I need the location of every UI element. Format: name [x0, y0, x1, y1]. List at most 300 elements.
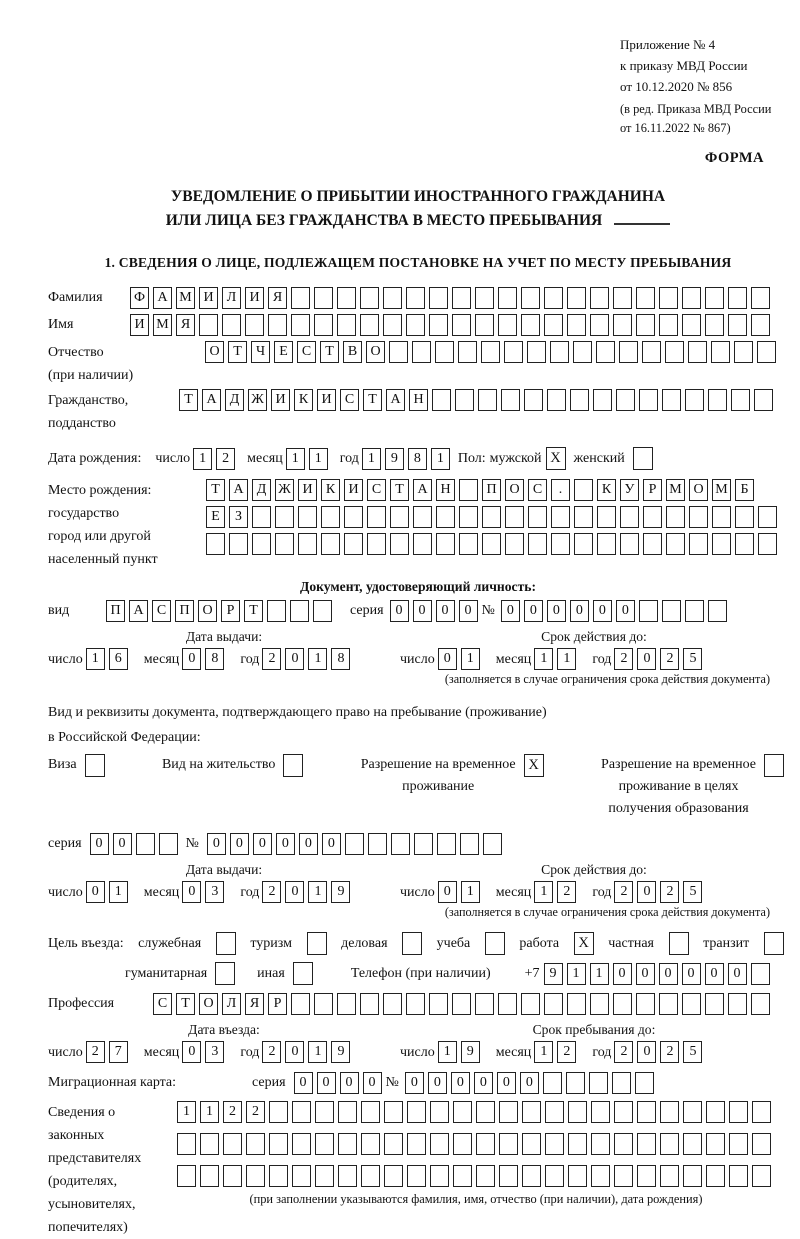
char-cell[interactable] [711, 341, 730, 363]
char-cell[interactable]: 0 [182, 648, 201, 670]
char-cell[interactable] [505, 533, 524, 555]
char-cell[interactable] [315, 1133, 334, 1155]
char-cell[interactable] [752, 1165, 771, 1187]
char-cell[interactable]: Т [244, 600, 263, 622]
char-cell[interactable] [459, 506, 478, 528]
char-cell[interactable] [545, 1101, 564, 1123]
char-cell[interactable]: У [620, 479, 639, 501]
char-cell[interactable] [666, 506, 685, 528]
char-cell[interactable] [436, 533, 455, 555]
char-cell[interactable]: 0 [294, 1072, 313, 1094]
char-cell[interactable]: 0 [593, 600, 612, 622]
char-cell[interactable] [245, 314, 264, 336]
purpose-study-checkbox[interactable] [485, 932, 505, 955]
char-cell[interactable]: К [294, 389, 313, 411]
char-cell[interactable]: 1 [177, 1101, 196, 1123]
char-cell[interactable]: А [386, 389, 405, 411]
char-cell[interactable] [430, 1165, 449, 1187]
char-cell[interactable]: 1 [200, 1101, 219, 1123]
char-cell[interactable]: 0 [182, 1041, 201, 1063]
char-cell[interactable]: 2 [557, 881, 576, 903]
char-cell[interactable] [712, 506, 731, 528]
char-cell[interactable] [269, 1133, 288, 1155]
char-cell[interactable] [524, 389, 543, 411]
char-cell[interactable] [407, 1165, 426, 1187]
char-cell[interactable]: 5 [683, 648, 702, 670]
char-cell[interactable]: 1 [557, 648, 576, 670]
char-cell[interactable]: 8 [205, 648, 224, 670]
char-cell[interactable]: А [413, 479, 432, 501]
char-cell[interactable] [614, 1165, 633, 1187]
char-cell[interactable] [566, 1072, 585, 1094]
char-cell[interactable] [683, 1101, 702, 1123]
char-cell[interactable]: П [106, 600, 125, 622]
char-cell[interactable] [550, 341, 569, 363]
char-cell[interactable] [136, 833, 155, 855]
char-cell[interactable] [390, 533, 409, 555]
char-cell[interactable]: 0 [405, 1072, 424, 1094]
char-cell[interactable] [614, 1101, 633, 1123]
char-cell[interactable] [568, 1101, 587, 1123]
char-cell[interactable] [568, 1165, 587, 1187]
char-cell[interactable] [315, 1165, 334, 1187]
char-cell[interactable]: М [176, 287, 195, 309]
char-cell[interactable] [589, 1072, 608, 1094]
char-cell[interactable] [437, 833, 456, 855]
char-cell[interactable] [345, 833, 364, 855]
char-cell[interactable] [642, 341, 661, 363]
char-cell[interactable]: 5 [683, 881, 702, 903]
char-cell[interactable]: И [130, 314, 149, 336]
char-cell[interactable]: 9 [331, 881, 350, 903]
char-cell[interactable] [199, 314, 218, 336]
char-cell[interactable] [298, 506, 317, 528]
char-cell[interactable] [252, 506, 271, 528]
char-cell[interactable]: 1 [567, 963, 586, 985]
char-cell[interactable] [177, 1133, 196, 1155]
char-cell[interactable]: 0 [637, 1041, 656, 1063]
char-cell[interactable] [593, 389, 612, 411]
char-cell[interactable] [337, 287, 356, 309]
char-cell[interactable] [368, 833, 387, 855]
char-cell[interactable] [268, 314, 287, 336]
char-cell[interactable]: 0 [363, 1072, 382, 1094]
char-cell[interactable]: 1 [590, 963, 609, 985]
char-cell[interactable]: О [689, 479, 708, 501]
char-cell[interactable] [499, 1101, 518, 1123]
char-cell[interactable] [384, 1101, 403, 1123]
char-cell[interactable]: 3 [205, 881, 224, 903]
char-cell[interactable] [314, 993, 333, 1015]
char-cell[interactable] [574, 506, 593, 528]
char-cell[interactable]: О [205, 341, 224, 363]
char-cell[interactable]: Т [206, 479, 225, 501]
char-cell[interactable]: 2 [557, 1041, 576, 1063]
char-cell[interactable]: 2 [246, 1101, 265, 1123]
char-cell[interactable] [659, 314, 678, 336]
char-cell[interactable]: М [666, 479, 685, 501]
char-cell[interactable]: 0 [659, 963, 678, 985]
char-cell[interactable] [275, 506, 294, 528]
char-cell[interactable] [612, 1072, 631, 1094]
char-cell[interactable] [177, 1165, 196, 1187]
char-cell[interactable] [758, 533, 777, 555]
char-cell[interactable] [591, 1101, 610, 1123]
char-cell[interactable] [708, 389, 727, 411]
char-cell[interactable] [685, 389, 704, 411]
char-cell[interactable] [315, 1101, 334, 1123]
char-cell[interactable] [662, 389, 681, 411]
char-cell[interactable]: В [343, 341, 362, 363]
char-cell[interactable]: 0 [520, 1072, 539, 1094]
char-cell[interactable] [360, 993, 379, 1015]
char-cell[interactable] [637, 1101, 656, 1123]
char-cell[interactable]: 2 [262, 648, 281, 670]
char-cell[interactable]: С [340, 389, 359, 411]
char-cell[interactable] [406, 287, 425, 309]
char-cell[interactable]: 0 [340, 1072, 359, 1094]
char-cell[interactable] [292, 1101, 311, 1123]
char-cell[interactable]: 0 [253, 833, 272, 855]
char-cell[interactable] [429, 287, 448, 309]
char-cell[interactable] [452, 993, 471, 1015]
char-cell[interactable]: 0 [474, 1072, 493, 1094]
char-cell[interactable]: О [199, 993, 218, 1015]
char-cell[interactable]: 8 [331, 648, 350, 670]
purpose-other-checkbox[interactable] [293, 962, 313, 985]
char-cell[interactable] [551, 533, 570, 555]
char-cell[interactable]: 9 [331, 1041, 350, 1063]
char-cell[interactable] [476, 1165, 495, 1187]
char-cell[interactable]: 0 [613, 963, 632, 985]
char-cell[interactable]: 0 [436, 600, 455, 622]
char-cell[interactable]: 0 [438, 648, 457, 670]
char-cell[interactable] [267, 600, 286, 622]
char-cell[interactable]: Ж [248, 389, 267, 411]
char-cell[interactable]: 1 [308, 881, 327, 903]
char-cell[interactable] [159, 833, 178, 855]
residence-permit-checkbox[interactable] [283, 754, 303, 777]
char-cell[interactable] [660, 1101, 679, 1123]
char-cell[interactable] [613, 314, 632, 336]
char-cell[interactable]: А [229, 479, 248, 501]
char-cell[interactable] [501, 389, 520, 411]
char-cell[interactable] [639, 389, 658, 411]
char-cell[interactable] [360, 287, 379, 309]
char-cell[interactable]: 2 [660, 648, 679, 670]
char-cell[interactable]: Н [409, 389, 428, 411]
char-cell[interactable] [406, 314, 425, 336]
char-cell[interactable]: 0 [438, 881, 457, 903]
char-cell[interactable] [573, 341, 592, 363]
char-cell[interactable] [551, 506, 570, 528]
char-cell[interactable] [481, 341, 500, 363]
char-cell[interactable]: Р [221, 600, 240, 622]
char-cell[interactable] [620, 533, 639, 555]
char-cell[interactable]: 0 [285, 881, 304, 903]
char-cell[interactable] [432, 389, 451, 411]
purpose-humanitarian-checkbox[interactable] [215, 962, 235, 985]
char-cell[interactable]: А [153, 287, 172, 309]
char-cell[interactable]: Т [363, 389, 382, 411]
char-cell[interactable]: П [175, 600, 194, 622]
char-cell[interactable]: 0 [497, 1072, 516, 1094]
char-cell[interactable] [590, 993, 609, 1015]
char-cell[interactable]: Т [390, 479, 409, 501]
char-cell[interactable] [200, 1133, 219, 1155]
char-cell[interactable]: 9 [461, 1041, 480, 1063]
char-cell[interactable] [591, 1165, 610, 1187]
char-cell[interactable] [452, 314, 471, 336]
char-cell[interactable]: 1 [193, 448, 212, 470]
purpose-transit-checkbox[interactable] [764, 932, 784, 955]
char-cell[interactable] [389, 341, 408, 363]
char-cell[interactable]: С [152, 600, 171, 622]
char-cell[interactable]: 2 [614, 881, 633, 903]
char-cell[interactable] [291, 993, 310, 1015]
char-cell[interactable]: 0 [90, 833, 109, 855]
visa-checkbox[interactable] [85, 754, 105, 777]
char-cell[interactable] [367, 506, 386, 528]
char-cell[interactable]: Я [245, 993, 264, 1015]
char-cell[interactable]: О [366, 341, 385, 363]
char-cell[interactable] [729, 1101, 748, 1123]
char-cell[interactable] [751, 314, 770, 336]
char-cell[interactable] [636, 993, 655, 1015]
char-cell[interactable] [689, 533, 708, 555]
char-cell[interactable] [391, 833, 410, 855]
char-cell[interactable] [483, 833, 502, 855]
char-cell[interactable]: 2 [216, 448, 235, 470]
char-cell[interactable] [200, 1165, 219, 1187]
char-cell[interactable]: 0 [413, 600, 432, 622]
char-cell[interactable] [383, 314, 402, 336]
char-cell[interactable] [708, 600, 727, 622]
char-cell[interactable] [453, 1101, 472, 1123]
char-cell[interactable] [706, 1133, 725, 1155]
char-cell[interactable] [344, 533, 363, 555]
char-cell[interactable] [574, 479, 593, 501]
char-cell[interactable] [591, 1133, 610, 1155]
char-cell[interactable]: И [344, 479, 363, 501]
char-cell[interactable] [361, 1133, 380, 1155]
char-cell[interactable]: М [712, 479, 731, 501]
char-cell[interactable] [758, 506, 777, 528]
char-cell[interactable]: 0 [682, 963, 701, 985]
char-cell[interactable] [757, 341, 776, 363]
char-cell[interactable] [613, 287, 632, 309]
char-cell[interactable] [619, 341, 638, 363]
char-cell[interactable] [246, 1165, 265, 1187]
char-cell[interactable] [337, 993, 356, 1015]
char-cell[interactable] [734, 341, 753, 363]
char-cell[interactable] [275, 533, 294, 555]
char-cell[interactable] [597, 506, 616, 528]
char-cell[interactable] [636, 314, 655, 336]
char-cell[interactable] [252, 533, 271, 555]
purpose-work-checkbox[interactable]: X [574, 932, 594, 955]
char-cell[interactable]: Т [228, 341, 247, 363]
char-cell[interactable] [752, 1133, 771, 1155]
char-cell[interactable] [321, 506, 340, 528]
char-cell[interactable]: 2 [86, 1041, 105, 1063]
char-cell[interactable] [476, 1133, 495, 1155]
char-cell[interactable] [292, 1165, 311, 1187]
char-cell[interactable]: 0 [322, 833, 341, 855]
char-cell[interactable]: 2 [614, 648, 633, 670]
char-cell[interactable] [590, 287, 609, 309]
char-cell[interactable] [476, 1101, 495, 1123]
char-cell[interactable] [499, 1133, 518, 1155]
char-cell[interactable]: 1 [308, 648, 327, 670]
char-cell[interactable] [665, 341, 684, 363]
char-cell[interactable] [383, 287, 402, 309]
char-cell[interactable]: П [482, 479, 501, 501]
char-cell[interactable]: Е [274, 341, 293, 363]
char-cell[interactable]: С [528, 479, 547, 501]
purpose-private-checkbox[interactable] [669, 932, 689, 955]
char-cell[interactable] [522, 1133, 541, 1155]
edu-permit-checkbox[interactable] [764, 754, 784, 777]
char-cell[interactable] [528, 506, 547, 528]
char-cell[interactable]: 0 [636, 963, 655, 985]
char-cell[interactable] [269, 1101, 288, 1123]
char-cell[interactable] [689, 506, 708, 528]
char-cell[interactable] [206, 533, 225, 555]
char-cell[interactable]: Т [320, 341, 339, 363]
char-cell[interactable]: М [153, 314, 172, 336]
char-cell[interactable] [705, 314, 724, 336]
char-cell[interactable] [269, 1165, 288, 1187]
char-cell[interactable]: 0 [705, 963, 724, 985]
char-cell[interactable]: Е [206, 506, 225, 528]
char-cell[interactable]: 2 [660, 1041, 679, 1063]
char-cell[interactable] [223, 1133, 242, 1155]
char-cell[interactable] [337, 314, 356, 336]
sex-female-checkbox[interactable] [633, 447, 653, 470]
char-cell[interactable] [407, 1101, 426, 1123]
char-cell[interactable] [666, 533, 685, 555]
char-cell[interactable] [590, 314, 609, 336]
char-cell[interactable] [436, 506, 455, 528]
temp-permit-checkbox[interactable]: X [524, 754, 544, 777]
char-cell[interactable] [229, 533, 248, 555]
char-cell[interactable] [568, 1133, 587, 1155]
char-cell[interactable] [735, 506, 754, 528]
char-cell[interactable] [643, 506, 662, 528]
char-cell[interactable] [522, 1165, 541, 1187]
char-cell[interactable] [522, 1101, 541, 1123]
char-cell[interactable] [521, 287, 540, 309]
char-cell[interactable] [314, 287, 333, 309]
char-cell[interactable] [314, 314, 333, 336]
char-cell[interactable] [613, 993, 632, 1015]
char-cell[interactable] [705, 287, 724, 309]
char-cell[interactable] [735, 533, 754, 555]
char-cell[interactable] [429, 993, 448, 1015]
char-cell[interactable]: 0 [451, 1072, 470, 1094]
char-cell[interactable]: Д [252, 479, 271, 501]
char-cell[interactable]: К [321, 479, 340, 501]
char-cell[interactable] [406, 993, 425, 1015]
char-cell[interactable]: Л [222, 993, 241, 1015]
char-cell[interactable]: 0 [317, 1072, 336, 1094]
char-cell[interactable]: 0 [182, 881, 201, 903]
char-cell[interactable] [688, 341, 707, 363]
char-cell[interactable]: И [317, 389, 336, 411]
char-cell[interactable]: 0 [547, 600, 566, 622]
char-cell[interactable] [478, 389, 497, 411]
char-cell[interactable]: 5 [683, 1041, 702, 1063]
char-cell[interactable]: 0 [390, 600, 409, 622]
char-cell[interactable] [291, 314, 310, 336]
char-cell[interactable]: 1 [86, 648, 105, 670]
char-cell[interactable]: Я [268, 287, 287, 309]
char-cell[interactable] [751, 963, 770, 985]
char-cell[interactable]: 1 [534, 881, 553, 903]
char-cell[interactable] [498, 993, 517, 1015]
char-cell[interactable] [570, 389, 589, 411]
char-cell[interactable] [660, 1133, 679, 1155]
char-cell[interactable] [729, 1133, 748, 1155]
char-cell[interactable] [313, 600, 332, 622]
char-cell[interactable]: . [551, 479, 570, 501]
char-cell[interactable]: К [597, 479, 616, 501]
char-cell[interactable]: 0 [113, 833, 132, 855]
char-cell[interactable] [338, 1133, 357, 1155]
char-cell[interactable]: 2 [660, 881, 679, 903]
char-cell[interactable] [521, 993, 540, 1015]
char-cell[interactable] [459, 479, 478, 501]
char-cell[interactable]: 0 [285, 648, 304, 670]
purpose-business-checkbox[interactable] [402, 932, 422, 955]
char-cell[interactable] [683, 1133, 702, 1155]
char-cell[interactable]: 1 [308, 1041, 327, 1063]
char-cell[interactable]: 2 [262, 881, 281, 903]
char-cell[interactable]: Д [225, 389, 244, 411]
char-cell[interactable] [544, 287, 563, 309]
char-cell[interactable] [547, 389, 566, 411]
char-cell[interactable] [498, 314, 517, 336]
char-cell[interactable] [360, 314, 379, 336]
char-cell[interactable]: Н [436, 479, 455, 501]
char-cell[interactable]: И [298, 479, 317, 501]
char-cell[interactable] [682, 314, 701, 336]
char-cell[interactable]: О [198, 600, 217, 622]
char-cell[interactable]: 0 [428, 1072, 447, 1094]
char-cell[interactable]: 1 [109, 881, 128, 903]
char-cell[interactable] [635, 1072, 654, 1094]
char-cell[interactable]: А [202, 389, 221, 411]
char-cell[interactable] [367, 533, 386, 555]
char-cell[interactable] [682, 993, 701, 1015]
char-cell[interactable]: Т [179, 389, 198, 411]
char-cell[interactable] [729, 1165, 748, 1187]
char-cell[interactable]: 9 [385, 448, 404, 470]
char-cell[interactable]: 3 [205, 1041, 224, 1063]
char-cell[interactable]: 2 [614, 1041, 633, 1063]
char-cell[interactable] [545, 1133, 564, 1155]
char-cell[interactable]: Р [643, 479, 662, 501]
char-cell[interactable] [751, 993, 770, 1015]
char-cell[interactable]: З [229, 506, 248, 528]
char-cell[interactable] [567, 993, 586, 1015]
char-cell[interactable]: 0 [285, 1041, 304, 1063]
char-cell[interactable] [705, 993, 724, 1015]
char-cell[interactable]: 7 [109, 1041, 128, 1063]
char-cell[interactable] [291, 287, 310, 309]
char-cell[interactable] [475, 287, 494, 309]
